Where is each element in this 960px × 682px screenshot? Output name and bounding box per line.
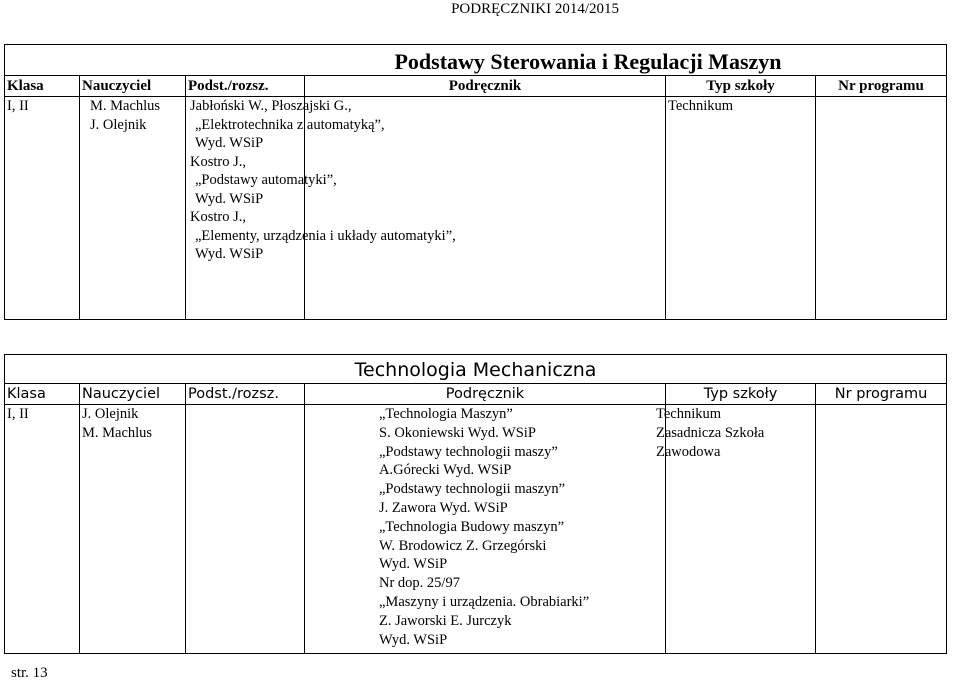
book-line: Wyd. WSiP <box>195 246 264 262</box>
teacher-name: M. Machlus <box>90 98 161 114</box>
col-header: Podst./rozsz. <box>186 384 305 405</box>
col-header: Podst./rozsz. <box>186 76 305 97</box>
col-header: Typ szkoły <box>666 384 816 405</box>
col-header: Podręcznik <box>305 384 666 405</box>
col-header: Nr programu <box>816 76 947 97</box>
col-header: Nauczyciel <box>80 76 186 97</box>
book-line: A.Górecki Wyd. WSiP <box>379 462 512 479</box>
cell-books <box>305 405 666 654</box>
col-header: Klasa <box>5 384 80 405</box>
school-type: Technikum <box>656 406 722 422</box>
cell-typ <box>656 405 816 654</box>
col-header: Typ szkoły <box>666 76 816 97</box>
col-header: Klasa <box>5 76 80 97</box>
page-footer: str. 13 <box>11 665 48 681</box>
table-row <box>5 405 947 654</box>
cell-teachers <box>80 97 186 320</box>
book-line: Jabłoński W., Płoszajski G., <box>190 98 352 114</box>
book-line: „Podstawy technologii maszyn” <box>379 481 566 498</box>
table-header-row <box>5 384 947 405</box>
book-line: W. Brodowicz Z. Grzegórski <box>379 537 547 554</box>
school-type: Technikum <box>668 98 734 114</box>
page-header: PODRĘCZNIKI 2014/2015 <box>451 1 619 17</box>
book-line: Wyd. WSiP <box>379 631 448 648</box>
teacher-name: J. Olejnik <box>82 406 139 422</box>
book-line: „Elektrotechnika z automatyką”, <box>195 116 385 133</box>
cell-nr <box>816 97 947 320</box>
book-line: J. Zawora Wyd. WSiP <box>379 499 508 516</box>
book-line: Kostro J., <box>190 153 246 170</box>
cell-podst <box>186 405 305 654</box>
table-title: Podstawy Sterowania i Regulacji Maszyn <box>5 45 947 76</box>
teacher-name: J. Olejnik <box>90 116 147 133</box>
cell-typ <box>666 97 816 320</box>
book-line: „Podstawy automatyki”, <box>195 172 337 188</box>
cell-books <box>190 97 666 320</box>
book-line: „Podstawy technologii maszy” <box>379 443 558 460</box>
book-line: Kostro J., <box>190 209 246 225</box>
book-line: Wyd. WSiP <box>195 190 264 207</box>
book-line: „Elementy, urządzenia i układy automatyki”, <box>195 227 456 244</box>
cell-nr <box>816 405 947 654</box>
cell-klasa: I, II <box>5 97 80 320</box>
cell-klasa: I, II <box>5 405 80 654</box>
table-podstawy-sterowania <box>4 44 947 320</box>
book-line: Nr dop. 25/97 <box>379 575 460 592</box>
book-line: S. Okoniewski Wyd. WSiP <box>379 424 536 441</box>
col-header: Nauczyciel <box>80 384 186 405</box>
school-type: Zasadnicza Szkoła <box>656 424 765 441</box>
table-row <box>5 97 947 320</box>
teacher-name: M. Machlus <box>82 424 153 441</box>
book-line: Wyd. WSiP <box>195 135 264 151</box>
table-title: Technologia Mechaniczna <box>5 355 947 384</box>
cell-teachers <box>80 405 186 654</box>
col-header: Nr programu <box>816 384 947 405</box>
table-technologia-mechaniczna <box>4 354 947 654</box>
book-line: „Technologia Maszyn” <box>379 406 513 422</box>
school-type: Zawodowa <box>656 443 721 460</box>
col-header: Podręcznik <box>305 76 666 97</box>
book-line: Z. Jaworski E. Jurczyk <box>379 612 512 629</box>
book-line: „Maszyny i urządzenia. Obrabiarki” <box>379 593 590 610</box>
book-line: Wyd. WSiP <box>379 556 448 573</box>
book-line: „Technologia Budowy maszyn” <box>379 518 565 535</box>
table-header-row <box>5 76 947 97</box>
